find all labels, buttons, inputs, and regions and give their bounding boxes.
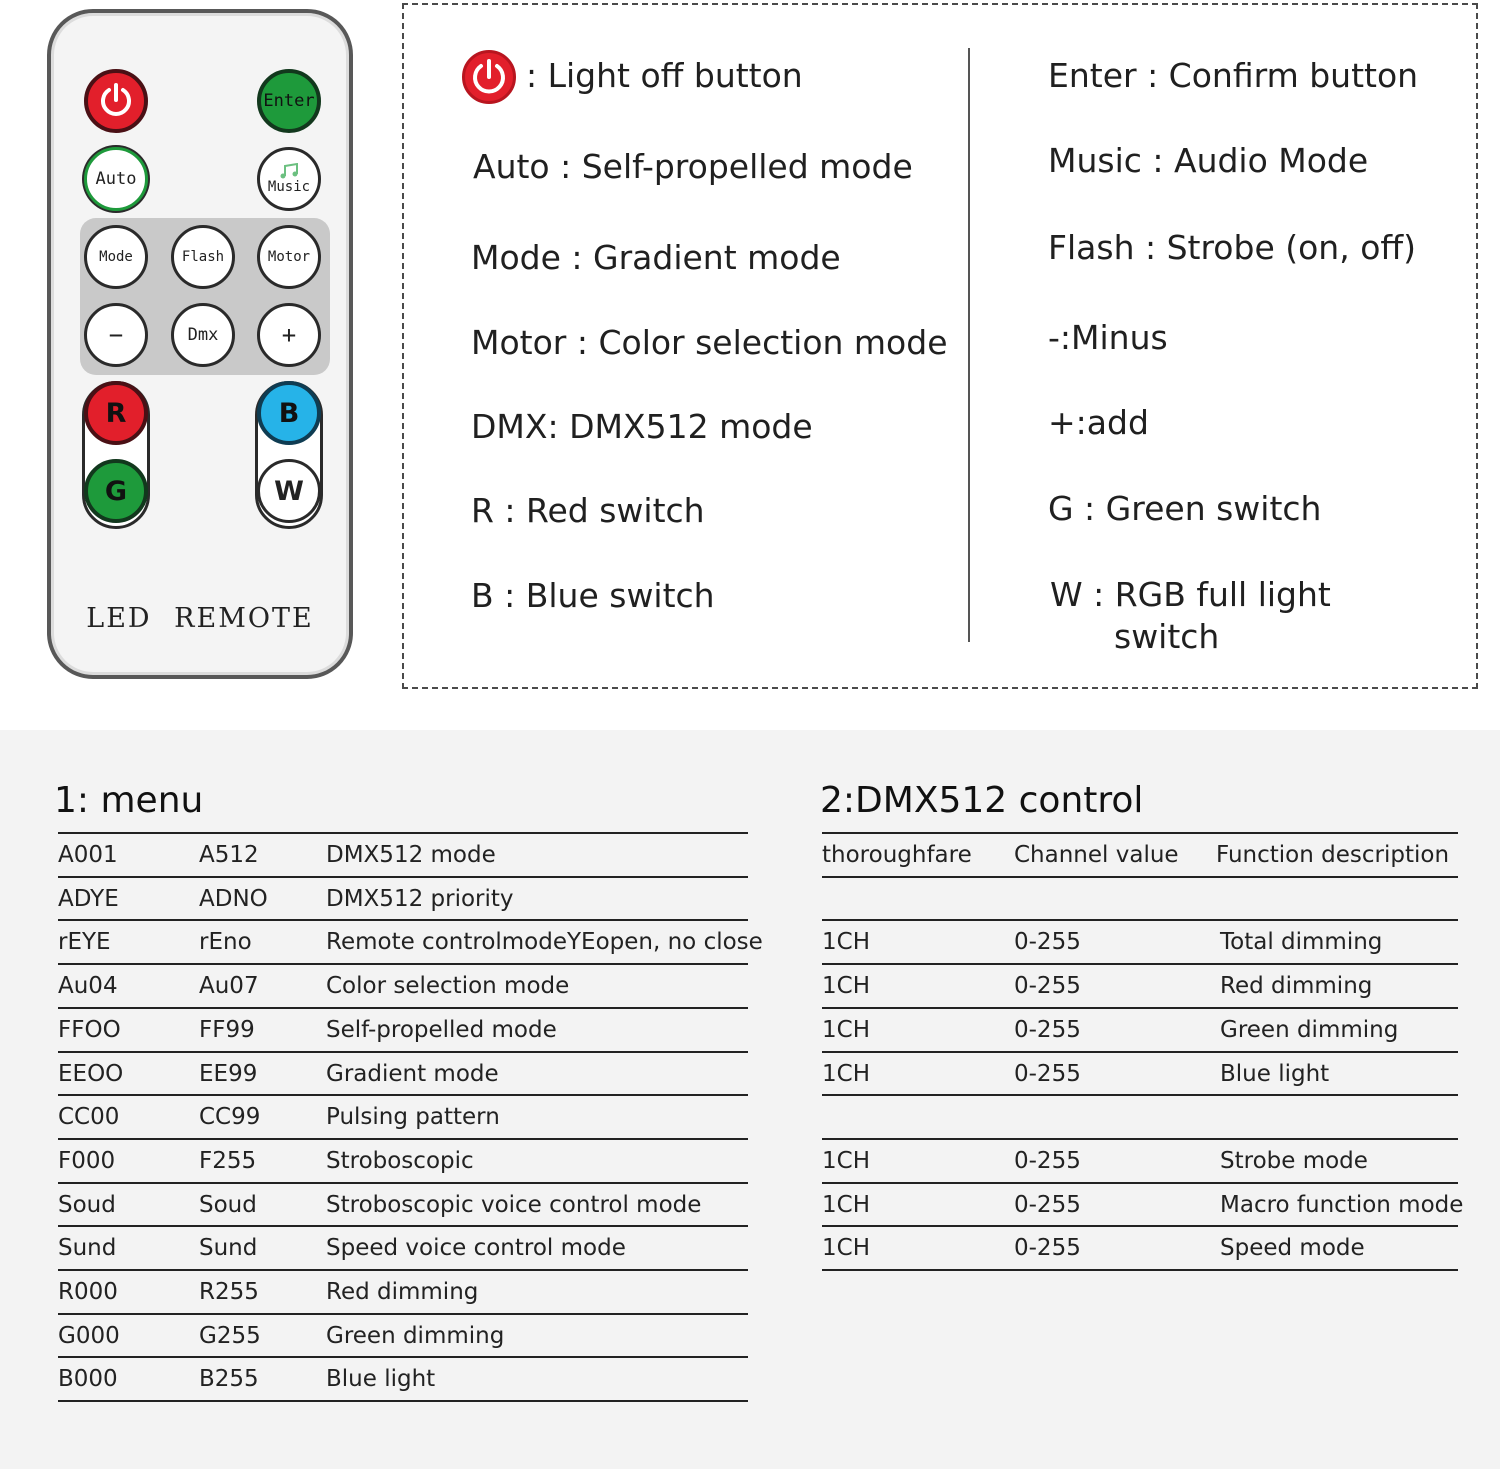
menu-description: Stroboscopic xyxy=(326,1147,474,1174)
menu-code-end: EE99 xyxy=(199,1060,258,1087)
dmx-value: 0-255 xyxy=(1014,1235,1081,1262)
menu-code-end: Au07 xyxy=(199,973,259,1000)
menu-row xyxy=(58,1356,748,1400)
mode-button[interactable] xyxy=(84,225,148,289)
enter-button[interactable] xyxy=(257,69,321,133)
dmx-channel: 1CH xyxy=(822,1235,870,1262)
led-remote xyxy=(47,9,353,679)
dmx-row xyxy=(822,1094,1458,1138)
dmx-value: 0-255 xyxy=(1014,973,1081,1000)
menu-code-end: Sund xyxy=(199,1235,258,1262)
dmx-value: 0-255 xyxy=(1014,1016,1081,1043)
auto-button[interactable] xyxy=(84,147,148,211)
dmx-value: 0-255 xyxy=(1014,929,1081,956)
menu-code-start: FFOO xyxy=(58,1016,121,1043)
menu-description: Red dimming xyxy=(326,1279,479,1305)
legend-minus: -:Minus xyxy=(1048,318,1168,357)
menu-code-start: B000 xyxy=(58,1366,118,1393)
menu-code-start: Au04 xyxy=(58,973,118,1000)
dmx-row xyxy=(822,1225,1458,1269)
flash-button[interactable] xyxy=(171,225,235,289)
dmx-row xyxy=(822,963,1458,1007)
menu-code-start: rEYE xyxy=(58,929,111,956)
legend-auto: Auto : Self-propelled mode xyxy=(473,147,913,186)
plus-button-label: + xyxy=(281,321,297,349)
blue-button-label: B xyxy=(278,397,300,429)
menu-code-start: EEOO xyxy=(58,1060,124,1087)
power-icon xyxy=(96,81,136,121)
menu-row xyxy=(58,1182,748,1226)
dmx-row xyxy=(822,1007,1458,1051)
legend-white: W : RGB full light xyxy=(1050,575,1331,614)
dmx-function: Red dimming xyxy=(1220,973,1373,1000)
menu-row xyxy=(58,876,748,920)
dmx-channel: 1CH xyxy=(822,929,870,956)
music-button-label: Music xyxy=(267,179,311,195)
menu-code-end: B255 xyxy=(199,1366,259,1393)
dmx-header-row xyxy=(822,832,1458,876)
menu-row xyxy=(58,1051,748,1095)
dmx-function: Speed mode xyxy=(1220,1235,1365,1262)
legend-red: R : Red switch xyxy=(471,491,705,530)
menu-description: Gradient mode xyxy=(326,1060,499,1087)
red-button[interactable] xyxy=(84,381,148,445)
dmx-title: 2:DMX512 control xyxy=(820,780,1144,821)
menu-row xyxy=(58,1269,748,1313)
menu-title: 1: menu xyxy=(54,780,204,821)
dmx-button-label: Dmx xyxy=(187,325,219,345)
dmx-button[interactable] xyxy=(171,303,235,367)
dmx-value: 0-255 xyxy=(1014,1060,1081,1087)
motor-button[interactable] xyxy=(257,225,321,289)
menu-description: Blue light xyxy=(326,1366,436,1393)
dmx-channel: 1CH xyxy=(822,1060,870,1087)
menu-code-end: G255 xyxy=(199,1322,261,1349)
dmx-function: Green dimming xyxy=(1220,1016,1399,1043)
menu-code-end: rEno xyxy=(199,929,252,956)
dmx-function: Blue light xyxy=(1220,1060,1330,1087)
legend-motor: Motor : Color selection mode xyxy=(471,323,948,362)
menu-code-end: R255 xyxy=(199,1279,259,1305)
menu-code-start: G000 xyxy=(58,1322,120,1349)
green-button-label: G xyxy=(104,475,128,507)
menu-row xyxy=(58,1225,748,1269)
minus-button[interactable] xyxy=(84,303,148,367)
menu-code-end: CC99 xyxy=(199,1104,261,1131)
legend-dmx: DMX: DMX512 mode xyxy=(471,407,813,446)
minus-button-label: − xyxy=(108,321,124,349)
menu-table xyxy=(58,832,763,1412)
menu-row xyxy=(58,1094,748,1138)
dmx-row xyxy=(822,1138,1458,1182)
menu-description: Speed voice control mode xyxy=(326,1235,626,1262)
legend-mode: Mode : Gradient mode xyxy=(471,238,841,277)
menu-description: Green dimming xyxy=(326,1322,505,1349)
legend-plus: +:add xyxy=(1048,403,1149,442)
dmx-channel: 1CH xyxy=(822,973,870,1000)
dmx-function: Macro function mode xyxy=(1220,1191,1464,1218)
menu-description: Color selection mode xyxy=(326,973,570,1000)
dmx-header-channel: thoroughfare xyxy=(822,842,972,868)
dmx-function: Total dimming xyxy=(1220,929,1383,956)
menu-code-end: A512 xyxy=(199,842,259,868)
dmx-function: Strobe mode xyxy=(1220,1147,1368,1174)
legend-white-cont: switch xyxy=(1114,617,1220,656)
legend-flash: Flash : Strobe (on, off) xyxy=(1048,228,1416,267)
menu-code-start: Sund xyxy=(58,1235,117,1262)
music-note-icon xyxy=(278,163,300,179)
menu-description: Stroboscopic voice control mode xyxy=(326,1191,702,1218)
menu-code-end: FF99 xyxy=(199,1016,255,1043)
dmx-channel: 1CH xyxy=(822,1191,870,1218)
dmx-row xyxy=(822,876,1458,920)
dmx-value: 0-255 xyxy=(1014,1191,1081,1218)
plus-button[interactable] xyxy=(257,303,321,367)
remote-brand-label: LED REMOTE xyxy=(86,603,314,634)
legend-light-off: : Light off button xyxy=(526,56,803,95)
legend-music: Music : Audio Mode xyxy=(1048,141,1369,180)
menu-code-end: F255 xyxy=(199,1147,257,1174)
menu-code-start: Soud xyxy=(58,1191,116,1218)
dmx-header-value: Channel value xyxy=(1014,842,1179,868)
dmx-value: 0-255 xyxy=(1014,1147,1081,1174)
legend-power-icon xyxy=(462,50,516,104)
motor-button-label: Motor xyxy=(267,249,311,265)
enter-button-label: Enter xyxy=(263,91,315,111)
mode-button-label: Mode xyxy=(99,249,133,265)
dmx-channel: 1CH xyxy=(822,1147,870,1174)
power-button[interactable] xyxy=(84,69,148,133)
auto-button-label: Auto xyxy=(95,169,137,189)
legend-blue: B : Blue switch xyxy=(471,576,715,615)
menu-code-start: F000 xyxy=(58,1147,116,1174)
menu-row xyxy=(58,963,748,1007)
dmx-channel: 1CH xyxy=(822,1016,870,1043)
menu-row xyxy=(58,1313,748,1357)
dmx-table xyxy=(822,832,1464,1282)
white-button-label: W xyxy=(274,475,304,507)
menu-description: Self-propelled mode xyxy=(326,1016,557,1043)
menu-code-start: ADYE xyxy=(58,885,119,912)
dmx-row xyxy=(822,919,1458,963)
menu-table-bottom-rule xyxy=(58,1400,748,1444)
dmx-table-bottom-rule xyxy=(822,1269,1458,1313)
menu-row xyxy=(58,1138,748,1182)
menu-code-end: ADNO xyxy=(199,885,268,912)
white-button[interactable] xyxy=(257,459,321,523)
legend-green: G : Green switch xyxy=(1048,489,1322,528)
dmx-row xyxy=(822,1182,1464,1226)
legend-enter: Enter : Confirm button xyxy=(1048,56,1419,95)
flash-button-label: Flash xyxy=(181,249,225,265)
menu-description: DMX512 mode xyxy=(326,842,496,868)
menu-code-start: A001 xyxy=(58,842,118,868)
menu-code-end: Soud xyxy=(199,1191,257,1218)
menu-description: Remote controlmodeYEopen, no close xyxy=(326,929,763,956)
menu-row xyxy=(58,919,763,963)
menu-description: DMX512 priority xyxy=(326,885,514,912)
menu-row xyxy=(58,1007,748,1051)
dmx-row xyxy=(822,1051,1458,1095)
legend-divider xyxy=(968,48,970,642)
menu-code-start: R000 xyxy=(58,1279,118,1305)
red-button-label: R xyxy=(105,397,127,429)
menu-row xyxy=(58,832,748,876)
dmx-header-function: Function description xyxy=(1216,842,1450,868)
menu-description: Pulsing pattern xyxy=(326,1104,500,1131)
blue-button[interactable] xyxy=(257,381,321,445)
music-button[interactable] xyxy=(257,147,321,211)
green-button[interactable] xyxy=(84,459,148,523)
menu-code-start: CC00 xyxy=(58,1104,120,1131)
